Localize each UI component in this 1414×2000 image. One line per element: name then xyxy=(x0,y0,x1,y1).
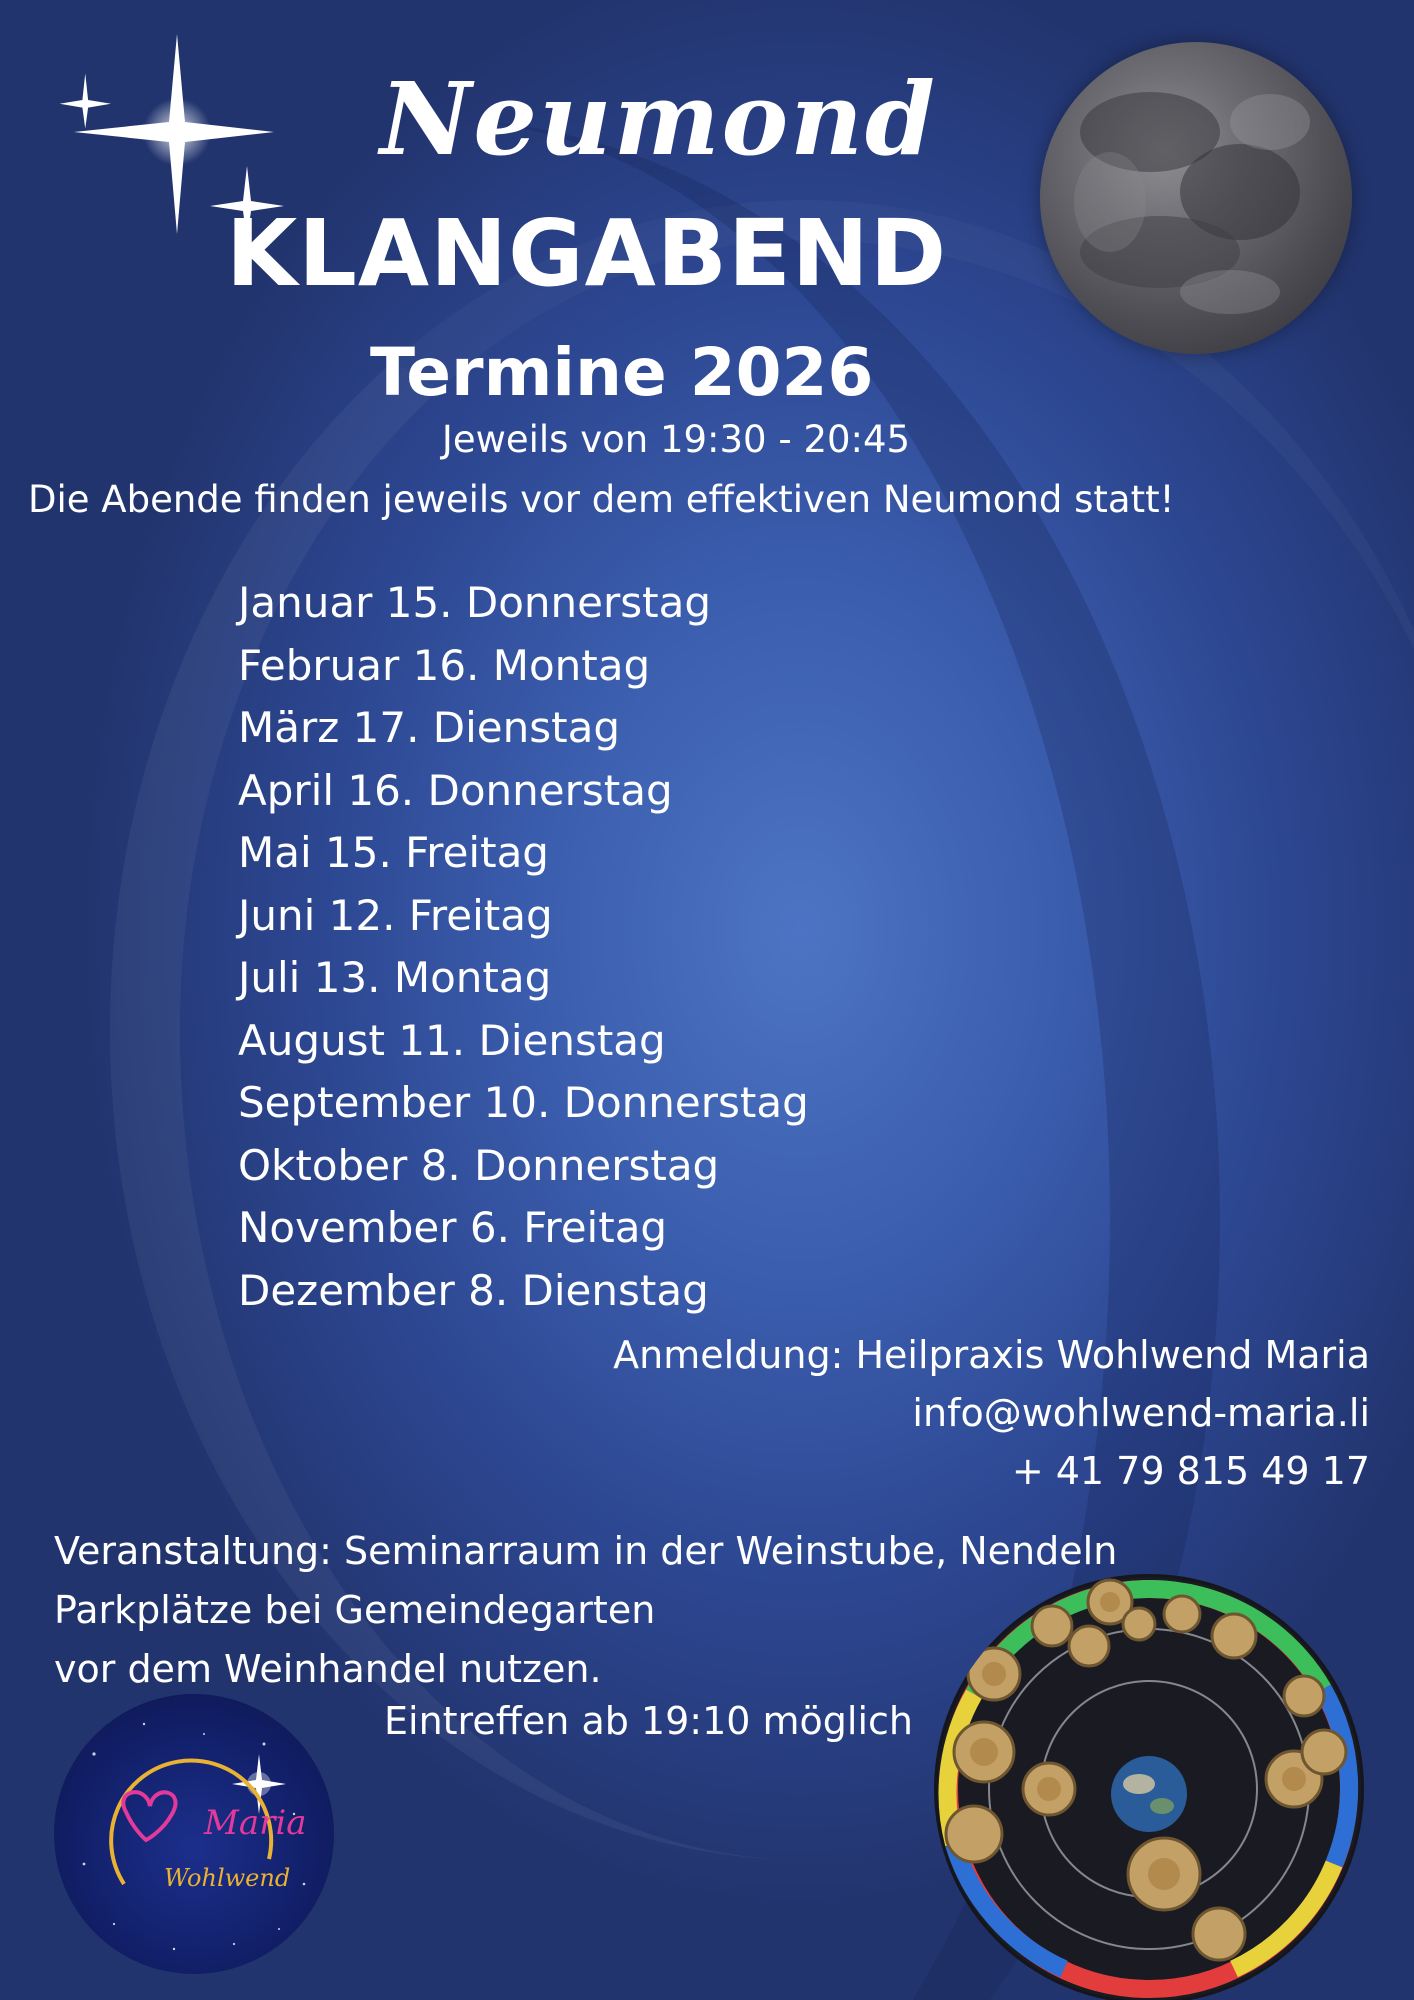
list-item: Juni 12. Freitag xyxy=(238,890,553,940)
date-list xyxy=(238,572,809,1322)
list-item: Juli 13. Montag xyxy=(238,953,552,1002)
email-link[interactable]: info@wohlwend-maria.li xyxy=(912,1391,1370,1435)
list-item: September 10. Donnerstag xyxy=(238,1078,809,1127)
time-range: Jeweils von 19:30 - 20:45 xyxy=(441,418,911,461)
logo-name-first: Maria xyxy=(204,1803,307,1843)
subtitle: Termine 2026 xyxy=(370,334,874,411)
parking-line: Parkplätze bei Gemeindegarten xyxy=(54,1588,656,1632)
singing-bowls-icon xyxy=(934,1574,1364,2000)
parking-line: vor dem Weinhandel nutzen. xyxy=(54,1647,602,1691)
logo-name-last: Wohlwend xyxy=(164,1864,291,1892)
list-item: August 11. Dienstag xyxy=(238,1015,666,1065)
list-item: Oktober 8. Donnerstag xyxy=(238,1140,720,1190)
full-moon-icon xyxy=(1040,42,1352,354)
list-item: April 16. Donnerstag xyxy=(238,765,673,815)
main-title: KLANGABEND xyxy=(226,200,948,307)
script-title: Neumond xyxy=(380,60,937,178)
arrival-text: Eintreffen ab 19:10 möglich xyxy=(384,1699,913,1743)
list-item: Mai 15. Freitag xyxy=(238,828,549,877)
logo-icon xyxy=(54,1694,334,1974)
notice-text: Die Abende finden jeweils vor dem effektiven Neumond statt! xyxy=(28,478,1175,521)
list-item: November 6. Freitag xyxy=(238,1203,668,1252)
venue-block xyxy=(54,1522,1117,1699)
list-item: März 17. Dienstag xyxy=(238,703,620,752)
phone-number[interactable]: + 41 79 815 49 17 xyxy=(1011,1449,1370,1493)
venue-line: Veranstaltung: Seminarraum in der Weinstube, Nendeln xyxy=(54,1529,1118,1573)
contact-block xyxy=(613,1326,1370,1500)
list-item: Januar 15. Donnerstag xyxy=(238,578,711,627)
list-item: Dezember 8. Dienstag xyxy=(238,1265,709,1315)
registration-text: Anmeldung: Heilpraxis Wohlwend Maria xyxy=(613,1333,1370,1377)
list-item: Februar 16. Montag xyxy=(238,640,651,690)
